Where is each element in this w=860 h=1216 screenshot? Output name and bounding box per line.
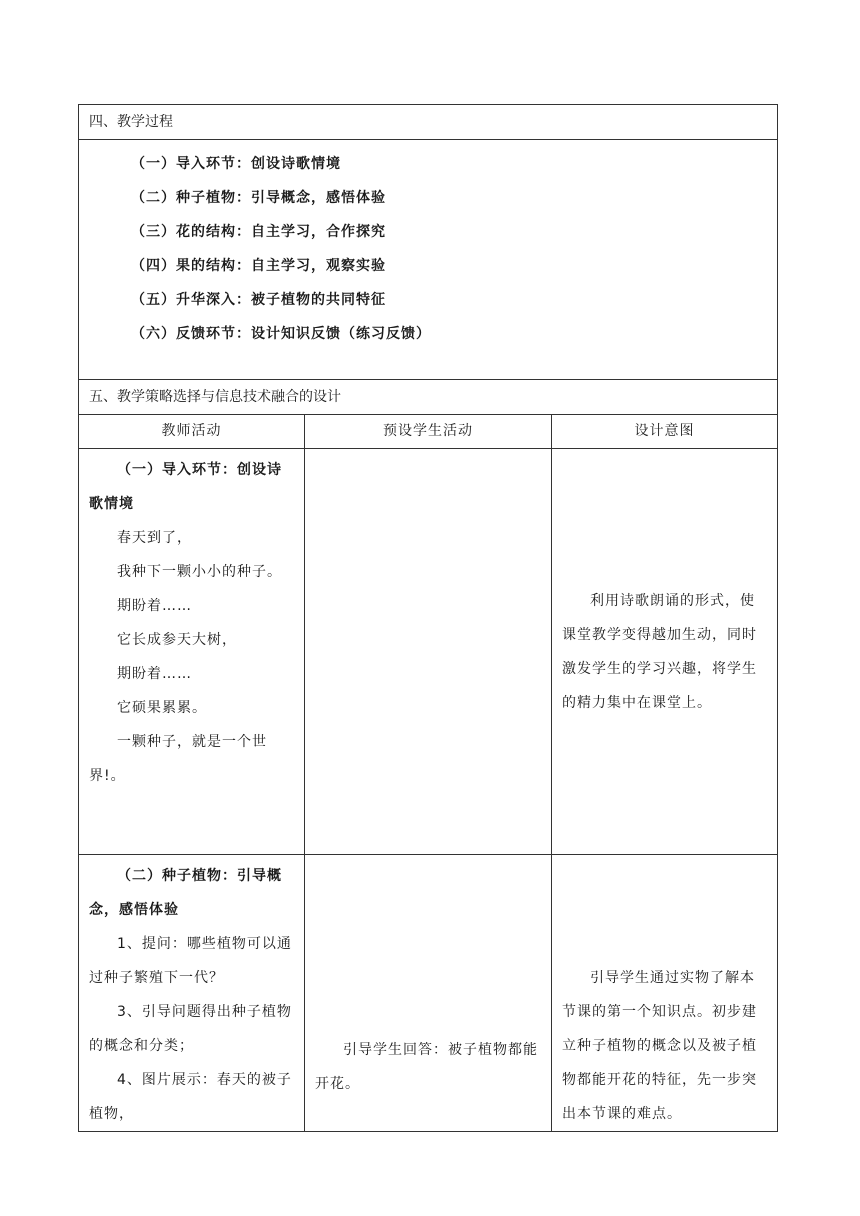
step-item: （四）果的结构：自主学习，观察实验: [131, 258, 386, 274]
column-header-teacher: 教师活动: [79, 415, 305, 449]
step-item: （三）花的结构：自主学习，合作探究: [131, 224, 386, 240]
student-activity-cell: [305, 449, 552, 855]
lesson-plan-table: [78, 104, 778, 1132]
section5-heading: 五、教学策略选择与信息技术融合的设计: [79, 380, 778, 415]
step-item: （一）导入环节：创设诗歌情境: [131, 156, 341, 172]
teacher-activity-cell: [79, 449, 305, 855]
column-header-student: 预设学生活动: [305, 415, 552, 449]
teacher-activity-line: 一颗种子，就是一个世界!。: [89, 734, 267, 784]
step-item: （二）种子植物：引导概念，感悟体验: [131, 190, 386, 206]
teacher-activity-title: （一）导入环节：创设诗歌情境: [89, 462, 282, 512]
teacher-activity-line: 我种下一颗小小的种子。: [117, 564, 282, 580]
step-item: （五）升华深入：被子植物的共同特征: [131, 292, 386, 308]
teacher-activity-line: 春天到了，: [117, 530, 192, 546]
column-header-intent: 设计意图: [552, 415, 778, 449]
design-intent-text: 利用诗歌朗诵的形式，使课堂教学变得越加生动，同时激发学生的学习兴趣，将学生的精力集中在课堂上。: [562, 592, 757, 711]
teacher-activity-line: 它硕果累累。: [117, 700, 207, 716]
design-intent-cell: [552, 449, 778, 855]
student-activity-cell: [305, 855, 552, 1132]
teacher-activity-line: 4、图片展示：春天的被子植物，: [89, 1072, 292, 1122]
student-activity-text: 引导学生回答：被子植物都能开花。: [315, 1042, 538, 1092]
teacher-activity-line: 期盼着……: [117, 666, 192, 682]
design-intent-text: 引导学生通过实物了解本节课的第一个知识点。初步建立种子植物的概念以及被子植物都能开花的特征，先一步突出本节课的难点。: [562, 970, 757, 1122]
table-row: [79, 449, 778, 855]
teacher-activity-line: 1、提问：哪些植物可以通过种子繁殖下一代？: [89, 936, 292, 986]
table-row: [79, 855, 778, 1132]
teacher-activity-line: 3、引导问题得出种子植物的概念和分类；: [89, 1004, 292, 1054]
document-page: [78, 104, 777, 1132]
design-intent-cell: [552, 855, 778, 1132]
teacher-activity-cell: [79, 855, 305, 1132]
step-item: （六）反馈环节：设计知识反馈（练习反馈）: [131, 326, 431, 342]
teacher-activity-line: 它长成参天大树，: [117, 632, 237, 648]
section4-steps: [79, 140, 778, 380]
teacher-activity-line: 期盼着……: [117, 598, 192, 614]
section4-heading: 四、教学过程: [79, 105, 778, 140]
teacher-activity-title: （二）种子植物：引导概念，感悟体验: [89, 868, 282, 918]
